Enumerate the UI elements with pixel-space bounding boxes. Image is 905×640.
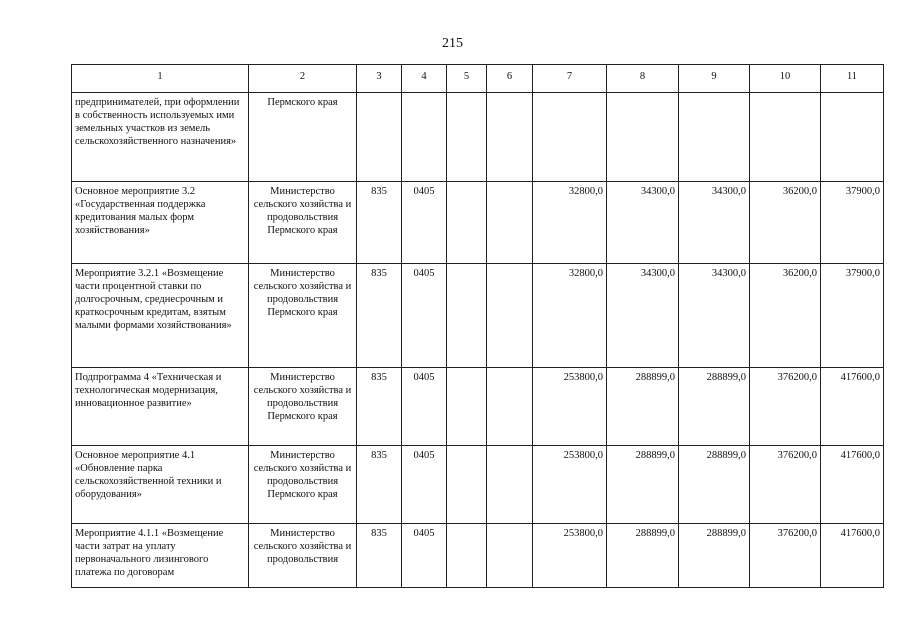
- row-col-6: [487, 368, 533, 446]
- row-col-10: [750, 93, 821, 182]
- row-col-6: [487, 93, 533, 182]
- row-col-11: 417600,0: [821, 524, 884, 588]
- row-col-4: 0405: [402, 264, 447, 368]
- budget-table: [71, 64, 884, 588]
- row-col-5: [447, 264, 487, 368]
- row-col-3: 835: [357, 264, 402, 368]
- row-col-11: 37900,0: [821, 182, 884, 264]
- col-header-7: 7: [533, 65, 607, 93]
- col-header-11: 11: [821, 65, 884, 93]
- col-header-8: 8: [607, 65, 679, 93]
- row-col-10: 376200,0: [750, 368, 821, 446]
- table-row: [72, 264, 884, 368]
- row-col-4: 0405: [402, 368, 447, 446]
- row-col-4: 0405: [402, 524, 447, 588]
- row-organization: Министерство сельского хозяйства и продовольствия Пермского края: [249, 182, 357, 264]
- row-col-9: 288899,0: [679, 446, 750, 524]
- table-row: [72, 368, 884, 446]
- row-col-8: [607, 93, 679, 182]
- row-col-8: 34300,0: [607, 182, 679, 264]
- table-row: [72, 446, 884, 524]
- row-col-8: 288899,0: [607, 446, 679, 524]
- col-header-10: 10: [750, 65, 821, 93]
- col-header-2: 2: [249, 65, 357, 93]
- col-header-6: 6: [487, 65, 533, 93]
- row-name: Мероприятие 3.2.1 «Возмещение части процентной ставки по долгосрочным, среднесрочным и краткосрочным кредитам, взятым малыми формами хозяйствования»: [72, 264, 249, 368]
- row-col-6: [487, 524, 533, 588]
- row-col-4: 0405: [402, 182, 447, 264]
- row-col-10: 36200,0: [750, 264, 821, 368]
- row-col-3: 835: [357, 182, 402, 264]
- row-col-4: [402, 93, 447, 182]
- row-name: Основное мероприятие 4.1 «Обновление парка сельскохозяйственной техники и оборудования»: [72, 446, 249, 524]
- row-col-10: 36200,0: [750, 182, 821, 264]
- row-col-7: 32800,0: [533, 182, 607, 264]
- row-col-5: [447, 524, 487, 588]
- row-col-7: 253800,0: [533, 446, 607, 524]
- row-col-10: 376200,0: [750, 524, 821, 588]
- row-name: Подпрограмма 4 «Техническая и технологическая модернизация, инновационное развитие»: [72, 368, 249, 446]
- row-col-5: [447, 182, 487, 264]
- row-col-9: 34300,0: [679, 182, 750, 264]
- row-col-8: 288899,0: [607, 368, 679, 446]
- table-row: [72, 93, 884, 182]
- row-col-9: [679, 93, 750, 182]
- row-name: предпринимателей, при оформлении в собственность используемых ими земельных участков из земель сельскохозяйственного назначения»: [72, 93, 249, 182]
- row-col-5: [447, 446, 487, 524]
- col-header-9: 9: [679, 65, 750, 93]
- row-col-6: [487, 182, 533, 264]
- row-col-11: 417600,0: [821, 368, 884, 446]
- row-col-5: [447, 368, 487, 446]
- row-col-11: 37900,0: [821, 264, 884, 368]
- row-col-8: 288899,0: [607, 524, 679, 588]
- col-header-3: 3: [357, 65, 402, 93]
- page-number: 215: [442, 36, 463, 51]
- row-col-9: 34300,0: [679, 264, 750, 368]
- row-col-7: 253800,0: [533, 524, 607, 588]
- row-organization: Министерство сельского хозяйства и продовольствия Пермского края: [249, 446, 357, 524]
- row-col-6: [487, 264, 533, 368]
- row-organization: Министерство сельского хозяйства и продовольствия Пермского края: [249, 264, 357, 368]
- row-col-9: 288899,0: [679, 524, 750, 588]
- col-header-4: 4: [402, 65, 447, 93]
- row-col-7: [533, 93, 607, 182]
- row-col-3: 835: [357, 368, 402, 446]
- col-header-1: 1: [72, 65, 249, 93]
- row-col-9: 288899,0: [679, 368, 750, 446]
- row-col-11: 417600,0: [821, 446, 884, 524]
- row-organization: Министерство сельского хозяйства и продовольствия: [249, 524, 357, 588]
- row-organization: Пермского края: [249, 93, 357, 182]
- row-col-3: 835: [357, 446, 402, 524]
- row-col-8: 34300,0: [607, 264, 679, 368]
- row-name: Основное мероприятие 3.2 «Государственная поддержка кредитования малых форм хозяйствования»: [72, 182, 249, 264]
- header-row: [72, 65, 884, 93]
- row-col-6: [487, 446, 533, 524]
- row-col-4: 0405: [402, 446, 447, 524]
- row-col-3: [357, 93, 402, 182]
- row-col-5: [447, 93, 487, 182]
- col-header-5: 5: [447, 65, 487, 93]
- row-col-7: 32800,0: [533, 264, 607, 368]
- table-row: [72, 524, 884, 588]
- row-col-11: [821, 93, 884, 182]
- row-col-7: 253800,0: [533, 368, 607, 446]
- row-organization: Министерство сельского хозяйства и продовольствия Пермского края: [249, 368, 357, 446]
- table-row: [72, 182, 884, 264]
- row-col-3: 835: [357, 524, 402, 588]
- row-name: Мероприятие 4.1.1 «Возмещение части затрат на уплату первоначального лизингового платежа по договорам: [72, 524, 249, 588]
- row-col-10: 376200,0: [750, 446, 821, 524]
